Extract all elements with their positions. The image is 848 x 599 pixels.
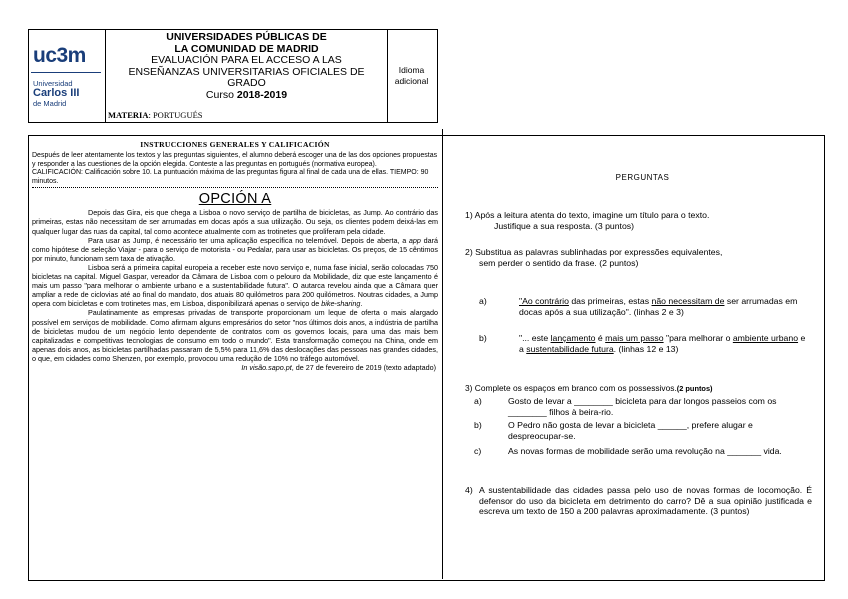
course-label: Curso [205, 88, 237, 101]
dotted-separator [32, 187, 438, 190]
q2b-underline-3: ambiente urbano [732, 333, 799, 343]
title-line-4: ENSEÑANZAS UNIVERSITARIAS OFICIALES DE [128, 65, 365, 78]
course-value: 2018-2019 [236, 88, 288, 101]
materia-line [108, 110, 203, 120]
p3-part-b: . [360, 299, 363, 309]
q2-line-2: sem perder o sentido da frase. (2 puntos) [479, 257, 639, 268]
materia-value: : PORTUGUÉS [148, 110, 203, 120]
q3-points: (2 puntos) [676, 384, 713, 393]
q1-line-1: 1) Após a leitura atenta do texto, imagine um título para o texto. [465, 210, 710, 220]
q2-line-1: 2) Substitua as palavras sublinhadas por expressões equivalentes, [465, 247, 723, 257]
source-line [28, 363, 442, 372]
title-line-5: GRADO [227, 77, 266, 89]
paragraph-1: Depois das Gira, eis que chega a Lisboa o novo serviço de partilha de bicicletas, as Jump. Ao contrário das primeiras, estas não necessitam de ser arrumadas em docas após a sua utilização. Ou seja, os clientes podem deixá-las em qualquer lugar das ruas da capital, tal como acontece atualmente com as trotinetes que proliferam pela cidade. [32, 208, 438, 236]
q2b-text-1: "... este [519, 333, 551, 343]
q2a-text-2: ser arrumadas em docas após a sua utilização". (linhas 2 e 3) [519, 296, 798, 317]
left-column [28, 138, 442, 372]
idioma-line-1: Idioma [398, 65, 425, 75]
q2b-underline-1: lançamento [550, 333, 596, 343]
q2b-text [519, 333, 809, 354]
source-italic: In visão.sapo.pt [241, 362, 292, 372]
q3c-label: c) [474, 446, 482, 456]
q3b-text: O Pedro não gosta de levar a bicicleta ______, prefere alugar e despreocupar-se. [508, 420, 753, 441]
instructions-title: INSTRUCCIONES GENERALES Y CALIFICACIÓN [140, 140, 330, 149]
question-3 [465, 383, 820, 395]
q2b-underline-4: sustentabilidade futura [526, 343, 614, 354]
calification-label: CALIFICACIÓN [32, 169, 82, 177]
paragraph-3 [32, 263, 438, 308]
questions-heading: PERGUNTAS [615, 173, 670, 182]
q2b-label: b) [479, 333, 487, 343]
q2b-text-4: e a [519, 333, 806, 354]
exam-header [28, 29, 438, 123]
q4-text: A sustentabilidade das cidades passa pelo uso de novas formas de locomoção. É defensor do uso da bicicleta em detrimento do carro? Dê a sua opinião justificada e escreva um texto de 150 a 200 palavras aproximadamente. (3 puntos) [479, 485, 812, 516]
materia-label: MATERIA [108, 110, 149, 120]
title-line-2: LA COMUNIDAD DE MADRID [174, 42, 319, 55]
q2a-label: a) [479, 296, 487, 306]
q3c-text: As novas formas de mobilidade serão uma revolução na _______ vida. [508, 446, 782, 456]
question-1 [465, 210, 820, 231]
paragraph-4: Paulatinamente as empresas privadas de transporte proporcionam um leque de oferta o mais alargado possível em serviços de mobilidade. Como afirmam alguns empresários do setor "nos últimos dois anos, a indústria de partilha de bicicletas mudou de um negócio lento dependente de contratos com os governos locais, para uma das mais bem capitalizadas e competitivas tecnologias de consumo em todo o mundo". Esta transformação começou na China, onde em apenas dois anos, as bicicletas partilhadas passaram de 5,5% para 11,6% das deslocações das pessoas nas grandes cidades, o que, em cidades como Shenzen, por exemplo, provocou uma redução de 10% no tráfego automóvel. [32, 308, 438, 363]
q1-line-2: Justifique a sua resposta. (3 puntos) [494, 220, 635, 231]
title-line-1: UNIVERSIDADES PÚBLICAS DE [166, 31, 327, 43]
q2a-text [519, 296, 799, 317]
q2b-text-2: é [595, 333, 606, 343]
logo-divider [31, 72, 101, 73]
p3-bike-sharing: bike-sharing [321, 299, 361, 309]
q3a-text: Gosto de levar a ________ bicicleta para dar longos passeios com os ________ filhos à beira-rio. [508, 396, 777, 417]
paragraph-2 [32, 236, 438, 263]
q2a-underline-2: não necessitam de [651, 296, 725, 306]
question-2 [465, 247, 820, 268]
source-rest: , de 27 de fevereiro de 2019 (texto adaptado) [291, 362, 436, 372]
logo-line-1: Universidad [33, 79, 73, 88]
q2b-underline-2: mais um passo [605, 333, 664, 343]
p2-app: app [408, 235, 421, 245]
p2-part-a: Para usar as Jump, é necessário ter uma aplicação específica no telemóvel. Depois de aberta, a [88, 235, 409, 245]
q2b-text-5: . (linhas 12 e 13) [613, 343, 679, 354]
course-line [106, 90, 387, 102]
idioma-line-2: adicional [394, 76, 429, 86]
logo-brand: uc3m [33, 44, 86, 67]
q4-label: 4) [465, 485, 473, 495]
q3a-label: a) [474, 396, 482, 406]
q2a-underline-1: "Ao contrário [519, 296, 569, 306]
header-title-cell [105, 30, 388, 122]
q3-text: 3) Complete os espaços em branco com os possessivos. [465, 383, 677, 393]
instructions-body [28, 152, 442, 186]
university-logo [29, 30, 105, 122]
instructions-text: Después de leer atentamente los textos y las preguntas siguientes, el alumno deberá escoger una de las dos opciones propuestas y responder a las cuestiones de la opción elegida. Conteste a las preguntas en portugués (normativa europea). [32, 152, 438, 168]
option-title: OPCIÓN A [198, 191, 272, 208]
logo-line-2: Carlos III [33, 87, 80, 99]
right-column [465, 138, 820, 516]
idioma-cell [386, 30, 437, 122]
q2b-text-3: "para melhorar o [663, 333, 733, 343]
q3b-label: b) [474, 420, 482, 430]
calification-text: : Calificación sobre 10. La puntuación máxima de las preguntas figura al final de cada una de ellas. TIEMPO: 90 minutos. [32, 169, 429, 185]
logo-line-3: de Madrid [33, 99, 67, 108]
p3-part-a: Lisboa será a primeira capital europeia a receber este novo serviço e, numa fase inicial, serão colocadas 750 bicicletas na capital. Miguel Gaspar, vereador da Câmara de Lisboa com o pelouro da Mobilidade, diz que este lançamento é mais um passo "para melhorar o ambiente urbano e a sustentabilidade futura". O autarca revelou ainda que a Câmara quer ampliar a rede de ciclovias até ao final do mandato, dos atuais 80 quilómetros para 200 quilómetros. Noutras cidades, a Jump opera com bicicletas e com trotinetes mas, em Lisboa, disponibilizará apenas o serviço de [32, 262, 438, 309]
q2a-text-1: das primeiras, estas [568, 296, 652, 306]
p2-part-b: dará como hipótese de seleção Viajar - para o serviço de motorista - ou Pedalar, para usar as bicicletas. Os preços, de 15 cêntimos por minuto, funcionam sem taxa de ativação. [32, 235, 438, 263]
column-divider [442, 129, 443, 579]
title-line-3: EVALUACIÓN PARA EL ACCESO A LAS [151, 54, 342, 66]
reading-text [28, 208, 442, 363]
